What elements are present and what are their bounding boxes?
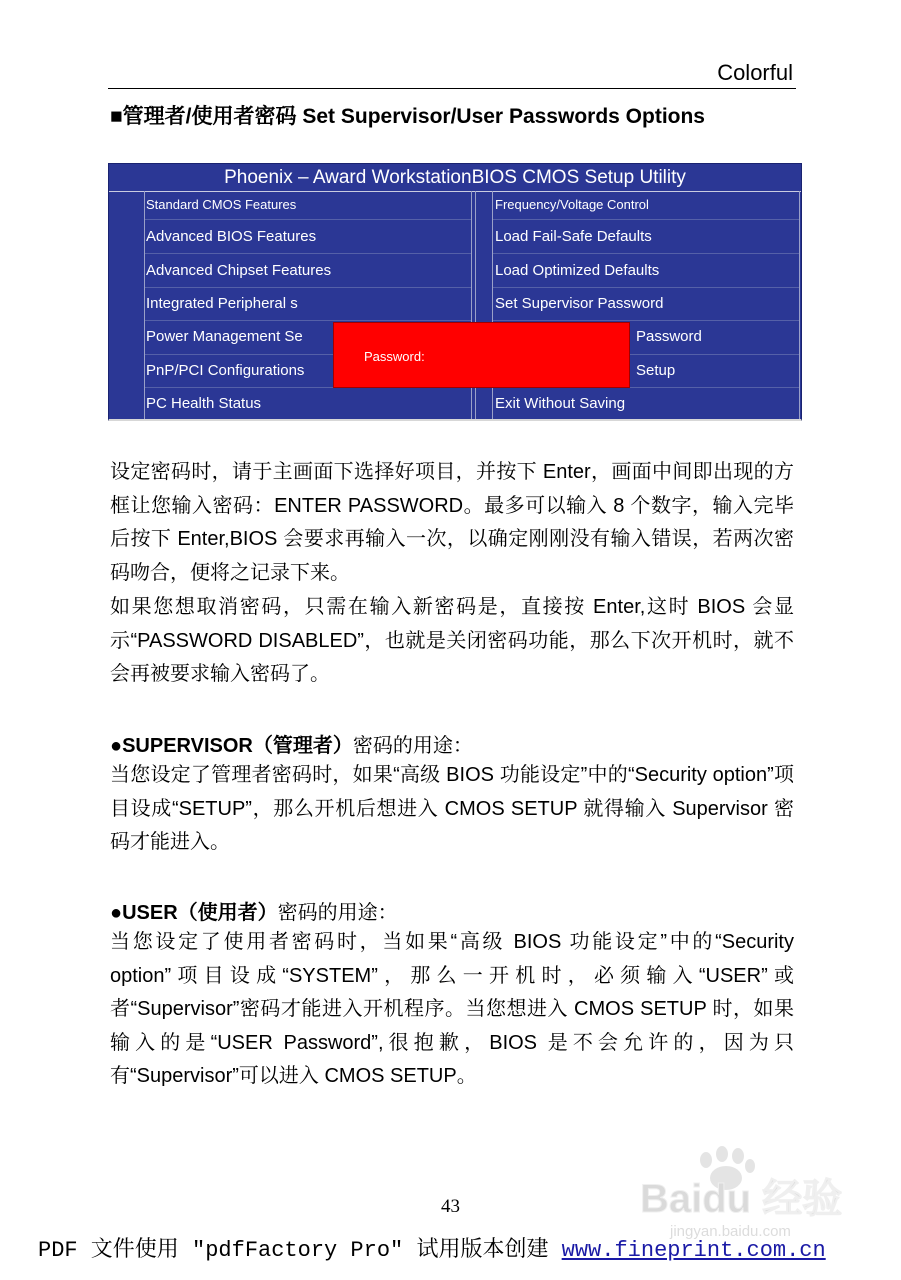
password-dialog[interactable]: [333, 322, 630, 388]
bios-menu-item[interactable]: Load Fail-Safe Defaults: [495, 228, 652, 245]
bios-divider: [144, 191, 145, 419]
brand-name: Colorful: [717, 60, 793, 85]
footer-text: PDF 文件使用 "pdfFactory Pro" 试用版本创建: [38, 1238, 562, 1263]
supervisor-heading: [110, 729, 473, 758]
bios-row-sep: [145, 253, 471, 254]
bios-menu-item[interactable]: Advanced Chipset Features: [146, 262, 332, 279]
body-paragraph: 设定密码时，请于主画面下选择好项目，并按下 Enter，画面中间即出现的方框让您输入密码：ENTER PASSWORD。最多可以输入 8 个数字，输入完毕后按下 Enter,BIOS 会要求再输入一次，以确定刚刚没有输入错误，若两次密码吻合，便将之记录下来。: [110, 461, 794, 584]
bios-row-sep: [145, 287, 471, 288]
bios-menu-item[interactable]: Integrated Peripheral s: [146, 295, 298, 312]
bios-divider: [799, 191, 800, 419]
password-label: Password:: [364, 349, 425, 364]
supervisor-heading-bold: ●SUPERVISOR（管理者）: [110, 735, 353, 757]
bios-menu-item[interactable]: Advanced BIOS Features: [146, 228, 317, 245]
bios-title: Phoenix – Award WorkstationBIOS CMOS Setup Utility: [109, 164, 801, 192]
bios-menu-item[interactable]: PnP/PCI Configurations: [146, 362, 305, 379]
page-number: 43: [441, 1196, 460, 1217]
user-heading-rest: 密码的用途：: [277, 902, 398, 924]
bios-row-sep: [145, 320, 471, 321]
baidu-jingyan-watermark: [640, 1140, 860, 1240]
bios-menu-item[interactable]: Set Supervisor Password: [495, 295, 664, 312]
bios-row-sep: [145, 219, 471, 220]
bios-menu-item[interactable]: Exit Without Saving: [495, 395, 626, 412]
bios-row-sep: [493, 219, 799, 220]
bios-row-sep: [493, 287, 799, 288]
bios-row-sep: [493, 320, 799, 321]
bios-menu-item[interactable]: Power Management Se: [146, 328, 303, 345]
bios-menu-item[interactable]: Frequency/Voltage Control: [495, 197, 649, 212]
user-heading: [110, 896, 398, 925]
section-title: ■管理者/使用者密码 Set Supervisor/User Passwords Options: [110, 105, 705, 128]
pdf-footer: [38, 1232, 826, 1263]
user-heading-bold: ●USER（使用者）: [110, 902, 278, 924]
bios-menu-item[interactable]: PC Health Status: [146, 395, 262, 412]
bios-menu-item[interactable]: Setup: [636, 362, 676, 379]
supervisor-paragraph: 当您设定了管理者密码时，如果“高级 BIOS 功能设定”中的“Security option”项目设成“SETUP”，那么开机后想进入 CMOS SETUP 就得输入 Supervisor 密码才能进入。: [110, 764, 794, 854]
header-rule: [108, 88, 796, 89]
watermark-logo: Baidu 经验: [640, 1177, 843, 1221]
bios-menu-item[interactable]: Password: [636, 328, 702, 345]
bios-menu-item[interactable]: Load Optimized Defaults: [495, 262, 660, 279]
user-paragraph: 当您设定了使用者密码时，当如果“高级 BIOS 功能设定”中的“Security option”项目设成“SYSTEM”，那么一开机时，必须输入“USER”或者“Supervisor”密码才能进入开机程序。当您想进入 CMOS SETUP 时，如果输入的是“USER Password”,很抱歉，BIOS 是不会允许的，因为只有“Supervisor”可以进入 CMOS SETUP。: [110, 931, 794, 1088]
footer-link[interactable]: www.fineprint.com.cn: [561, 1238, 826, 1263]
body-paragraph: 如果您想取消密码，只需在输入新密码是，直接按 Enter,这时 BIOS 会显示“PASSWORD DISABLED”，也就是关闭密码功能，那么下次开机时，就不会再被要求输入密码了。: [110, 596, 794, 686]
bios-row-sep: [493, 253, 799, 254]
supervisor-heading-rest: 密码的用途：: [352, 735, 473, 757]
bios-menu-item[interactable]: Standard CMOS Features: [146, 197, 297, 212]
watermark-url: jingyan.baidu.com: [670, 1223, 791, 1240]
